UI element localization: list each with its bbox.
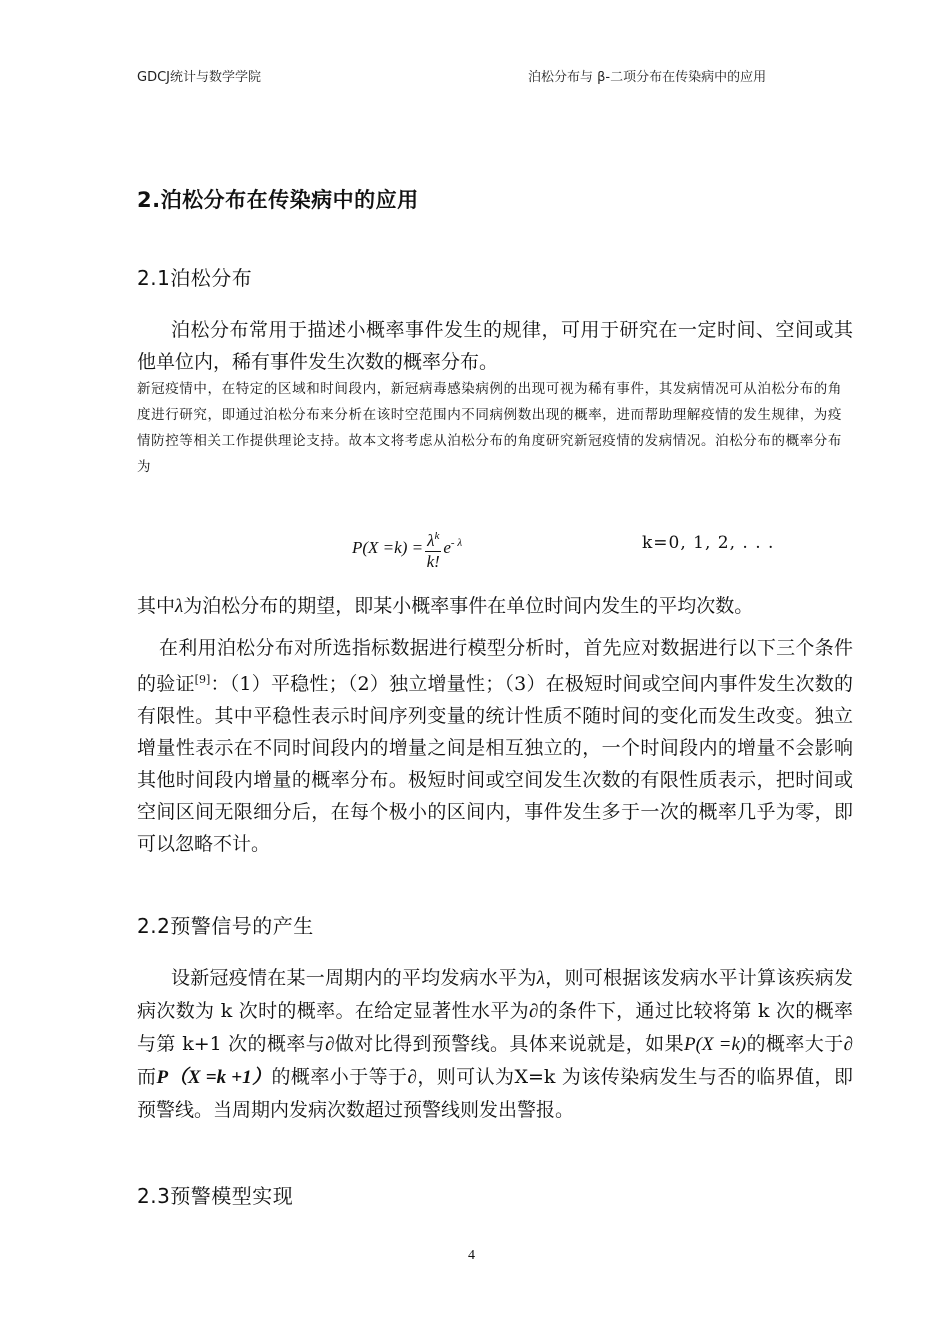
paragraph-poisson-covid [137, 376, 853, 480]
header-left-text: GDCJ统计与数学学院 [137, 70, 261, 85]
formula-lambda-exponent: k [434, 530, 440, 542]
paragraph-warning-signal [137, 962, 853, 1126]
section-title: 2.泊松分布在传染病中的应用 [137, 188, 419, 212]
warning-text-5: 的概率大于 [746, 1033, 844, 1055]
warning-text-6: 而 [137, 1066, 157, 1088]
warning-alpha-4: ∂ [407, 1067, 417, 1088]
paragraph-poisson-intro-text: 泊松分布常用于描述小概率事件发生的规律，可用于研究在一定时间、空间或其他单位内，稀有事件发生次数的概率分布。 [137, 319, 853, 373]
lambda-def-pre: 其中 [137, 595, 176, 617]
paragraph-poisson-intro [137, 314, 853, 378]
formula-lambda: λ [427, 531, 435, 550]
conditions-pre: 在利用泊松分布对所选指标数据进行模型分析时，首先应对数据进行以下三个条件的验证 [137, 637, 853, 695]
formula-denominator: k! [426, 552, 440, 571]
warning-alpha-2: ∂ [325, 1034, 335, 1055]
page-number: 4 [468, 1248, 475, 1263]
formula-lhs: P(X =k) = [352, 537, 424, 557]
warning-lambda: λ [536, 968, 545, 989]
formula-e: e [443, 537, 451, 557]
paragraph-conditions [137, 632, 853, 860]
warning-text-4: 做对比得到预警线。具体来说就是，如果 [334, 1033, 684, 1055]
warning-pxk: P(X =k) [683, 1034, 747, 1055]
warning-text-7: 的概率小于等于 [271, 1066, 408, 1088]
warning-text-2: ，则可根据该发病水平计算该疾病发病次数为 k 次时的概率。在给定显著性水平为 [137, 967, 853, 1022]
warning-text-8: ，则可认为X=k 为该传染病发生与否的临界值，即预警线。当周期内发病次数超过预警线则发出警报。 [137, 1066, 853, 1121]
poisson-formula [352, 526, 462, 572]
warning-alpha-3: ∂ [843, 1034, 853, 1055]
header-rule [137, 88, 813, 89]
formula-numerator [425, 526, 441, 552]
paragraph-lambda-definition [137, 590, 853, 623]
paragraph-poisson-covid-text: 新冠疫情中，在特定的区域和时间段内，新冠病毒感染病例的出现可视为稀有事件，其发病情况可从泊松分布的角度进行研究，即通过泊松分布来分析在该时空范围内不同病例数出现的概率，进而帮助理解疫情的发生规律，为疫情防控等相关工作提供理论支持。故本文将考虑从泊松分布的角度研究新冠疫情的发病情况。泊松分布的概率分布为 [137, 381, 842, 475]
lambda-def-post: 为泊松分布的期望，即某小概率事件在单位时间内发生的平均次数。 [183, 595, 754, 617]
lambda-symbol: λ [175, 596, 184, 617]
subsection-title-2-3: 2.3预警模型实现 [137, 1184, 294, 1208]
citation-ref-9: [9] [194, 673, 211, 686]
k-values: k=0, 1, 2, . . . [642, 533, 775, 553]
header-right-text: 泊松分布与 β-二项分布在传染病中的应用 [528, 70, 767, 85]
formula-fraction [425, 526, 441, 572]
conditions-post: ：（1）平稳性；（2）独立增量性；（3）在极短时间或空间内事件发生次数的有限性。其中平稳性表示时间序列变量的统计性质不随时间的变化而发生改变。独立增量性表示在不同时间段内的增量之间是相互独立的，一个时间段内的增量不会影响其他时间段内增量的概率分布。极短时间或空间发生次数的有限性质表示，把时间或空间区间无限细分后，在每个极小的区间内，事件发生多于一次的概率几乎为零，即可以忽略不计。 [137, 673, 853, 855]
warning-alpha-1: ∂ [529, 1001, 539, 1022]
warning-text-3: 的条件下，通过比较将第 k 次的概率与第 k+1 次的概率与 [137, 1000, 854, 1055]
subsection-title-2-1: 2.1泊松分布 [137, 266, 253, 290]
warning-text-1: 设新冠疫情在某一周期内的平均发病水平为 [171, 967, 537, 989]
subsection-title-2-2: 2.2预警信号的产生 [137, 914, 314, 938]
warning-pxk1: P（X =k +1） [156, 1067, 272, 1088]
formula-e-exponent: - λ [450, 536, 463, 549]
